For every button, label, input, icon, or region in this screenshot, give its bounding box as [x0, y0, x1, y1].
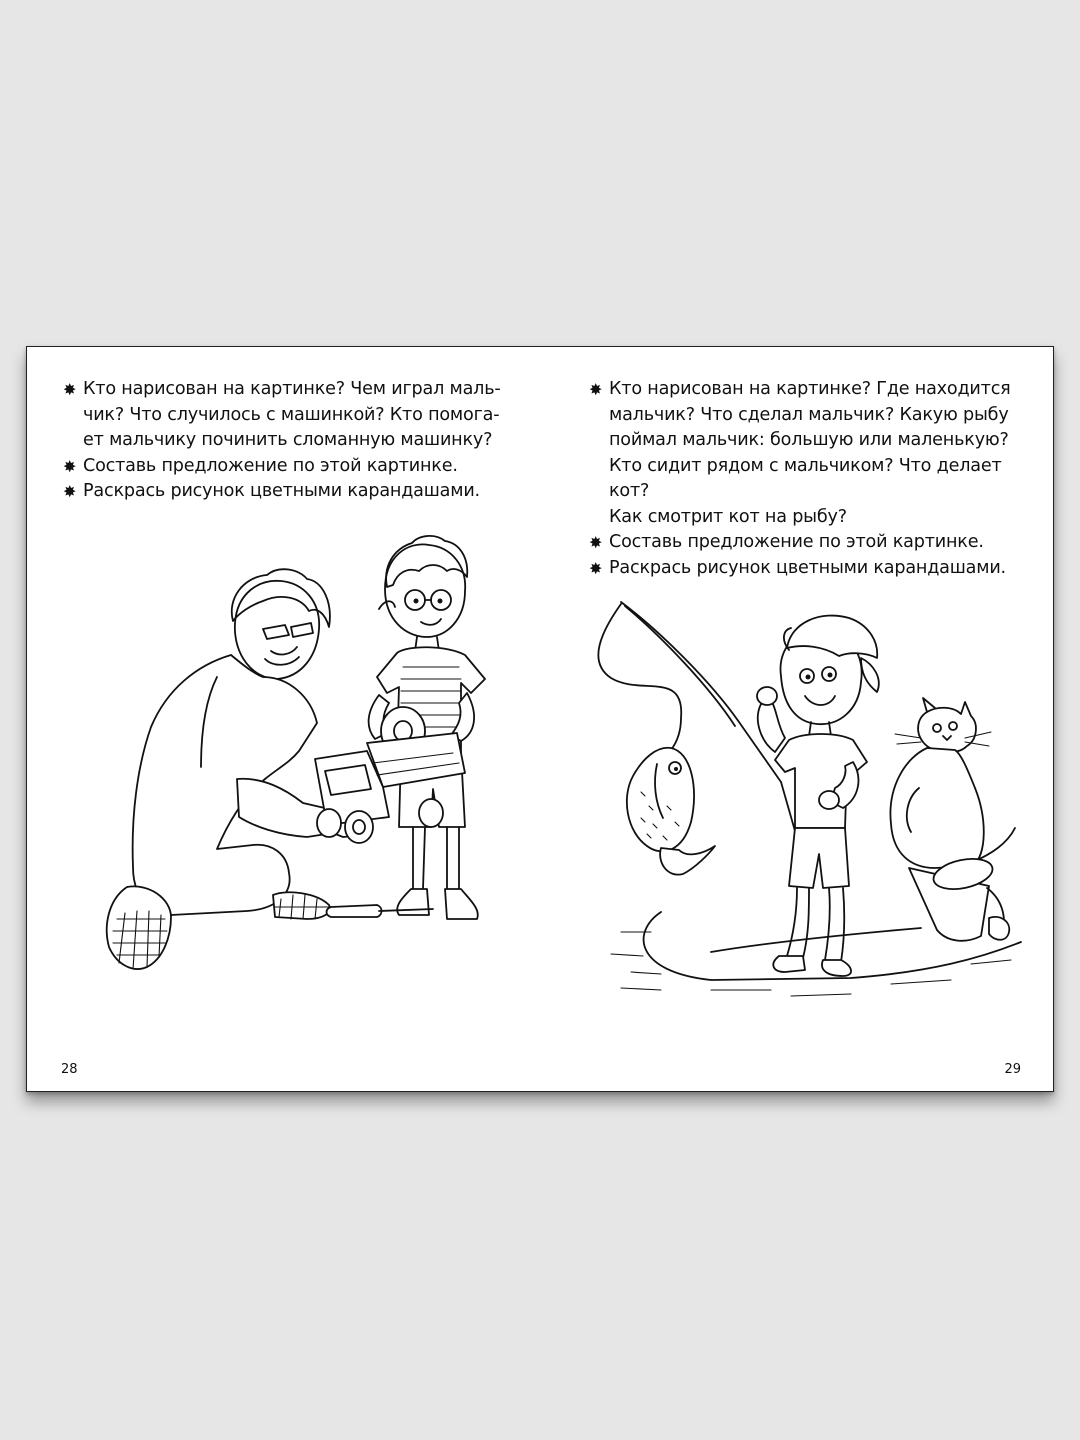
task-line: Раскрась рисунок цветными карандашами.	[83, 481, 480, 501]
star-bullet-icon: ✸	[63, 482, 77, 501]
right-page	[541, 347, 1055, 1091]
fish	[627, 748, 715, 875]
task-line: Кто нарисован на картинке? Где находится	[609, 379, 1011, 399]
task-item	[589, 530, 1029, 556]
task-line: Кто сидит рядом с мальчиком? Что делает кот?	[609, 455, 1002, 501]
right-task-list	[589, 377, 1029, 581]
star-bullet-icon: ✸	[589, 558, 603, 578]
task-line: мальчик? Что сделал мальчик? Какую рыбу	[609, 404, 1009, 425]
cat-figure	[890, 698, 1015, 868]
star-bullet-icon: ✸	[589, 533, 603, 552]
page-number: 29	[1004, 1062, 1021, 1077]
task-line: Раскрась рисунок цветными карандашами.	[609, 557, 1006, 578]
grandfather-boy-repairing-truck-illustration	[67, 527, 487, 1007]
task-item	[63, 377, 503, 454]
star-bullet-icon: ✸	[63, 456, 77, 476]
page-number: 28	[61, 1062, 78, 1077]
boy-with-glasses-figure	[369, 536, 485, 919]
fishing-boy-figure	[757, 616, 879, 976]
task-line: поймал мальчик: большую или маленькую?	[609, 430, 1009, 450]
task-item	[589, 556, 1029, 582]
star-bullet-icon: ✸	[589, 380, 603, 399]
task-item	[63, 479, 503, 505]
left-page	[27, 347, 541, 1091]
task-item	[589, 377, 1029, 530]
star-bullet-icon: ✸	[63, 380, 77, 399]
task-line: чик? Что случилось с машинкой? Кто помога-	[83, 404, 500, 425]
left-task-list	[63, 377, 503, 505]
task-line: Как смотрит кот на рыбу?	[609, 506, 847, 527]
book-spread	[26, 346, 1054, 1092]
task-line: Составь предложение по этой картинке.	[83, 455, 458, 476]
task-item	[63, 454, 503, 480]
boy-fishing-with-cat-illustration	[591, 592, 1031, 1012]
task-line: Составь предложение по этой картинке.	[609, 532, 984, 552]
task-line: Кто нарисован на картинке? Чем играл маль-	[83, 379, 501, 399]
task-line: ет мальчику починить сломанную машинку?	[83, 430, 493, 450]
